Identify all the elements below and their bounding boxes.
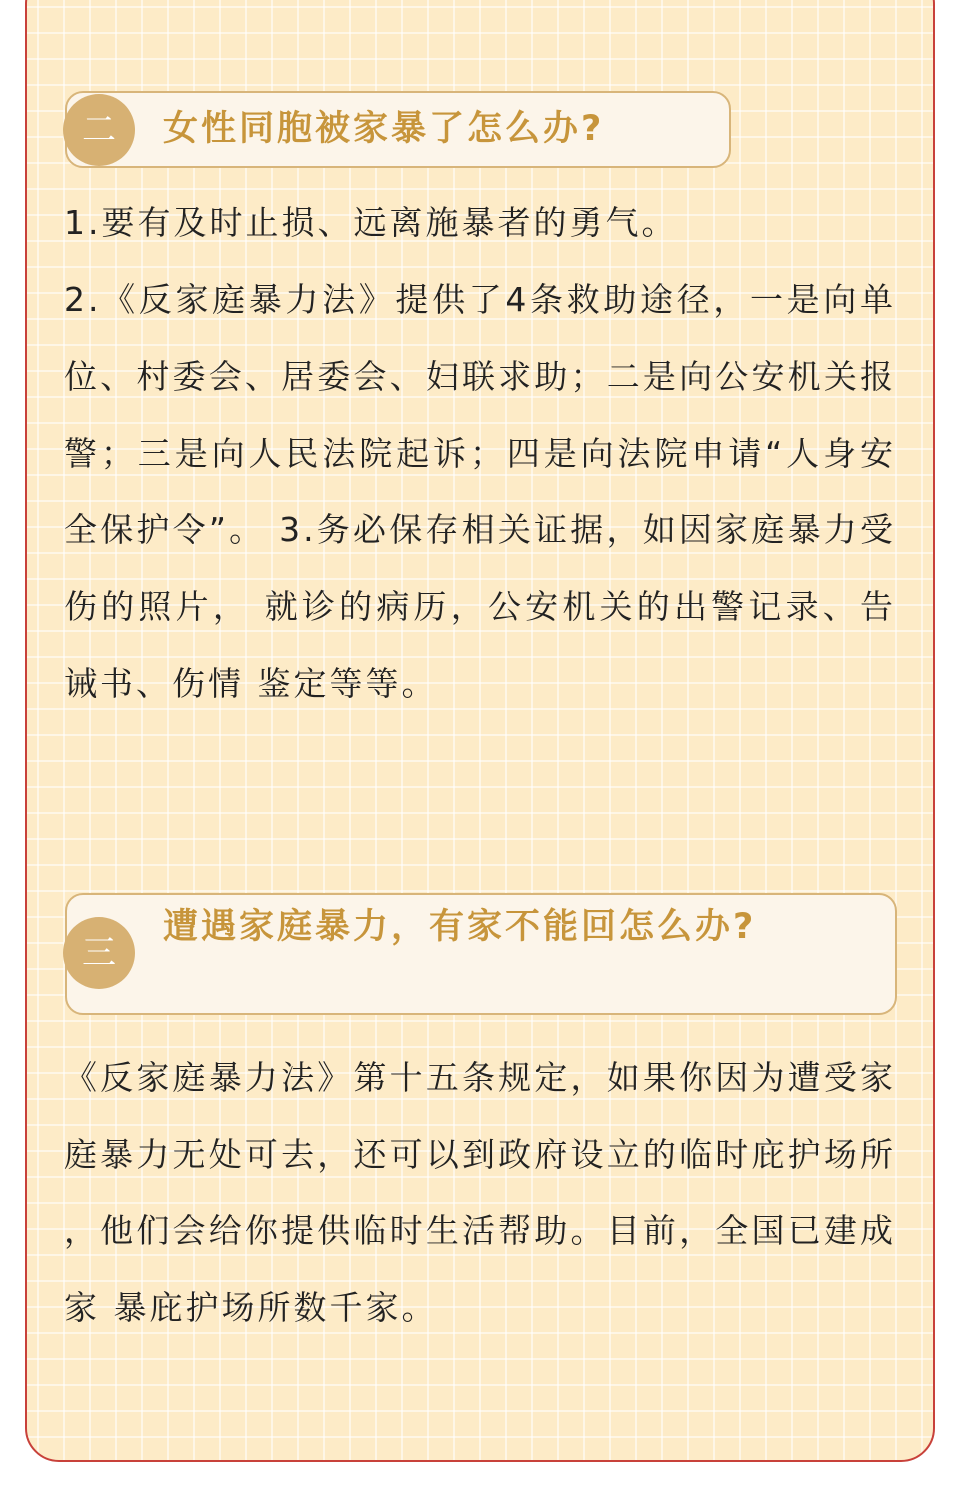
section-two-title: 女性同胞被家暴了怎么办? (163, 109, 605, 149)
section-three-body: 《反家庭暴力法》第十五条规定，如果你因为遭受家庭暴力无处可去，还可以到政府设立的临时庇护场所 ，他们会给你提供临时生活帮助。目前，全国已建成家 暴庇护场所数千家。 (64, 1058, 896, 1327)
section-two-point-one: 1.要有及时止损、远离施暴者的勇气。 (64, 203, 678, 242)
section-three-title: 遭遇家庭暴力，有家不能回怎么办? (163, 907, 757, 947)
section-three-number-badge: 三 (63, 917, 135, 989)
section-two-point-rest: 2.《反家庭暴力法》提供了4条救助途径，一是向单位、村委会、居委会、妇联求助；二是向公安机关报警；三是向人民法院起诉；四是向法院申请“人身安全保护令”。 3.务必保存相关证据，如因家庭暴力受伤的照片， 就诊的病历，公安机关的出警记录、告诫书、伤情 鉴定等等。 (64, 280, 896, 703)
section-two-number-badge: 二 (63, 94, 135, 166)
